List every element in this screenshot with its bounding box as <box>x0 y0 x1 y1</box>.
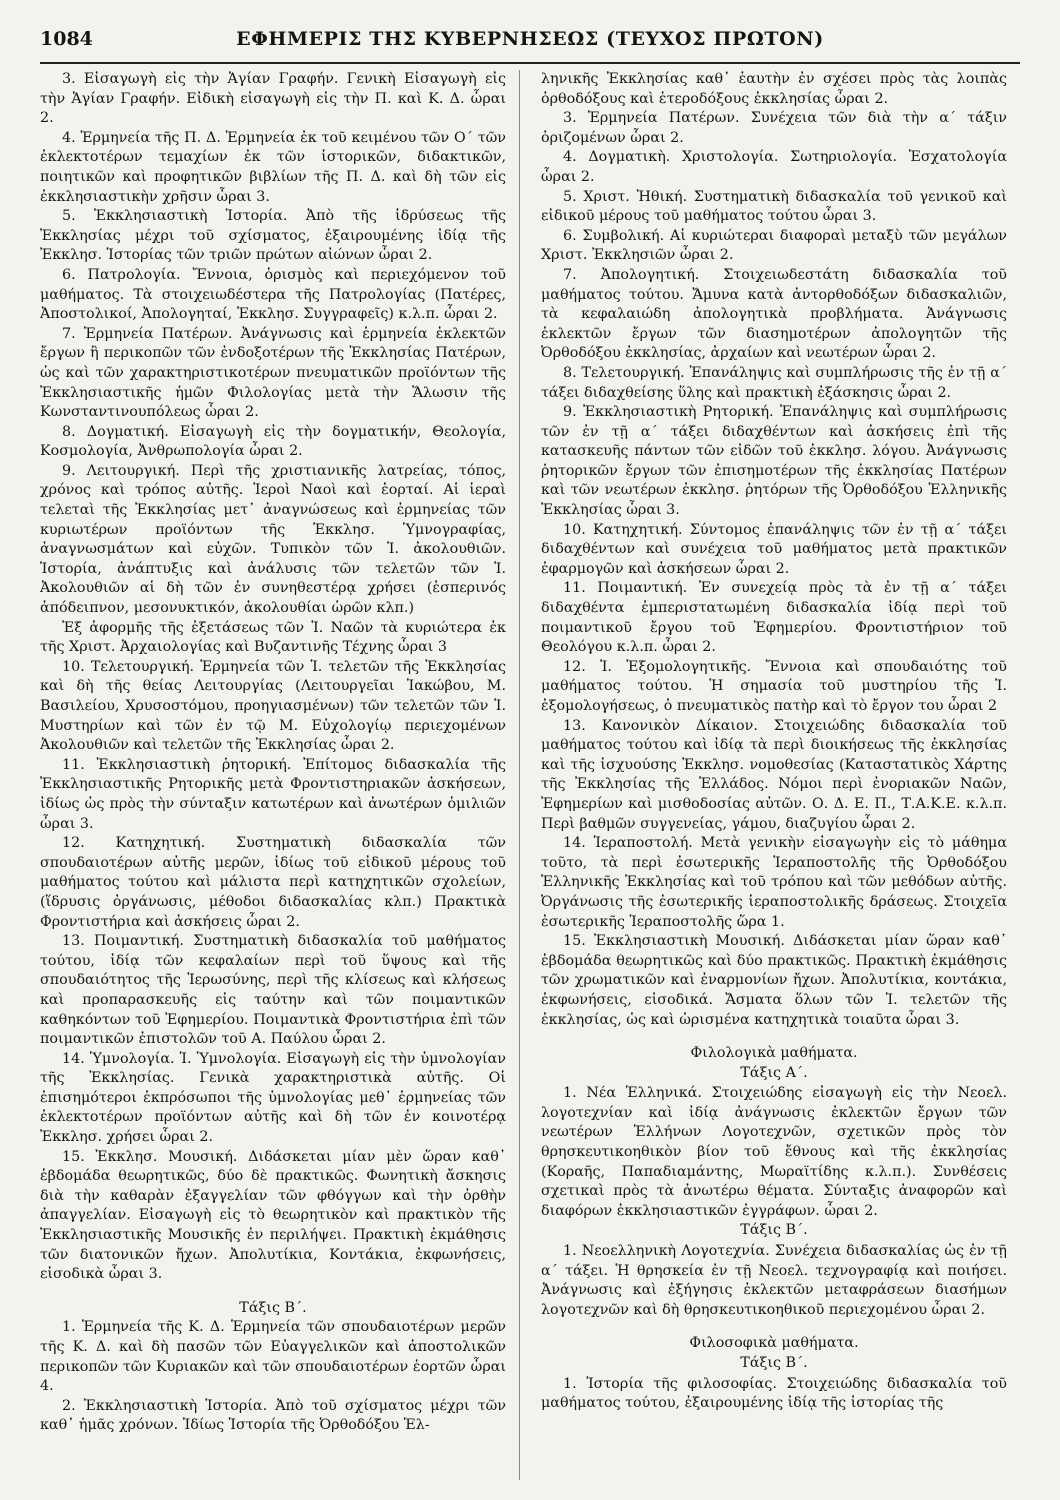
course-item: 1. Ἑρμηνεία τῆς Κ. Δ. Ἑρμηνεία τῶν σπουδαιοτέρων μερῶν τῆς Κ. Δ. καὶ δὴ πασῶν τῶν Εὐαγγελικῶν καὶ ἀποστολικῶν περικοπῶν τῶν Κυριακῶν καὶ τῶν σπουδαιοτέρων ἑορτῶν ὧραι 4. <box>40 1319 506 1395</box>
course-item: 15. Ἐκκλησιαστικὴ Μουσική. Διδάσκεται μίαν ὥραν καθ᾽ ἑβδομάδα θεωρητικῶς καὶ δύο πρακτικῶς. Πρακτικὴ ἐκμάθησις τῶν χρωματικῶν καὶ ἐναρμονίων ἤχων. Ἀπολυτίκια, κοντάκια, ἐκφωνήσεις, εἱσοδικά. Ἄσματα ὅλων τῶν Ἱ. τελετῶν τῆς ἐκκλησίας, ὡς καὶ ὡρισμένα κατηχητικὰ τοιαῦτα ὧραι 3. <box>541 933 1007 1028</box>
philology-class-a-heading: Τάξις Α΄. <box>740 1064 808 1081</box>
philology-heading: Φιλολογικὰ μαθήματα. <box>690 1045 858 1062</box>
course-item: 9. Ἐκκλησιαστικὴ Ρητορική. Ἐπανάληψις καὶ συμπλήρωσις τῶν ἐν τῇ α΄ τάξει διδαχθέντων καὶ ἀσκήσεις ἐπὶ τῆς κατασκευῆς πάντων τῶν εἰδῶν τοῦ ἐκκλησ. λόγου. Ἀνάγνωσις ῥητορικῶν ἔργων τῶν ἐπισημοτέρων τῆς ἐκκλησίας Πατέρων καὶ τῶν νεωτέρων ἐκκλησ. ῥητόρων τῆς Ὀρθοδόξου Ἑλληνικῆς Ἐκκλησίας ὧραι 3. <box>541 404 1007 519</box>
running-title: ΕΦΗΜΕΡΙΣ ΤΗΣ ΚΥΒΕΡΝΗΣΕΩΣ (ΤΕΥΧΟΣ ΠΡΩΤΟΝ) <box>236 28 824 50</box>
course-item: 4. Δογματικὴ. Χριστολογία. Σωτηριολογία. Ἐσχατολογία ὧραι 2. <box>541 149 1007 185</box>
course-item: Ἐξ ἀφορμῆς τῆς ἐξετάσεως τῶν Ἱ. Ναῶν τὰ κυριώτερα ἐκ τῆς Χριστ. Ἀρχαιολογίας καὶ Βυζαντινῆς Τέχνης ὧραι 3 <box>40 619 506 656</box>
course-item: 5. Ἐκκλησιαστικὴ Ἱστορία. Ἀπὸ τῆς ἱδρύσεως τῆς Ἐκκλησίας μέχρι τοῦ σχίσματος, ἐξαιρουμένης ἰδίᾳ τῆς Ἐκκλησ. Ἱστορίας τῶν τριῶν πρώτων αἰώνων ὧραι 2. <box>40 208 506 264</box>
page-header <box>40 28 1020 64</box>
course-item: 13. Ποιμαντική. Συστηματικὴ διδασκαλία τοῦ μαθήματος τούτου, ἰδίᾳ τῶν κεφαλαίων περὶ τοῦ ὕψους καὶ τῆς σπουδαιότητος τῆς Ἱερωσύνης, περὶ τῆς κλίσεως καὶ κλήσεως καὶ προπαρασκευῆς εἰς ταύτην καὶ τῶν ποιμαντικῶν καθηκόντων τοῦ Ἐφημερίου. Ποιμαντικὰ Φροντιστήρια ἐπὶ τῶν ποιμαντικῶν ἐπιστολῶν τοῦ Α. Παύλου ὧραι 2. <box>40 933 506 1048</box>
course-item: 14. Ἱεραποστολή. Μετὰ γενικὴν εἰσαγωγὴν εἰς τὸ μάθημα τοῦτο, τὰ περὶ ἐσωτερικῆς Ἱεραποστολῆς τῆς Ὀρθοδόξου Ἑλληνικῆς Ἐκκλησίας καὶ τοῦ τρόπου καὶ τῶν μεθόδων αὐτῆς. Ὀργάνωσις τῆς ἐσωτερικῆς ἱεραποστολικῆς δράσεως. Στοιχεῖα ἐσωτερικῆς Ἱεραποστολῆς ὥρα 1. <box>541 835 1007 930</box>
course-item: 7. Ἑρμηνεία Πατέρων. Ἀνάγνωσις καὶ ἑρμηνεία ἐκλεκτῶν ἔργων ἢ περικοπῶν τῶν ἐνδοξοτέρων τῆς Ἐκκλησίας Πατέρων, ὡς καὶ τῶν χαρακτηριστικοτέρων πνευματικῶν προϊόντων τῆς Ἐκκλησιαστικῆς ἡμῶν Φιλολογίας μετὰ τὴν Ἅλωσιν τῆς Κωνσταντινουπόλεως ὧραι 2. <box>40 325 506 421</box>
course-item: 1. Νέα Ἑλληνικά. Στοιχειώδης εἰσαγωγὴ εἰς τὴν Νεοελ. λογοτεχνίαν καὶ ἰδίᾳ ἀνάγνωσις ἐκλεκτῶν ἔργων τῶν νεωτέρων Ἑλλήνων Λογοτεχνῶν, σχετικῶν πρὸς τὸν θρησκευτικοηθικὸν βίον τοῦ ἔθνους καὶ τῆς ἐκκλησίας (Κοραῆς, Παπαδιαμάντης, Μωραϊτίδης κ.λ.π.). Συνθέσεις σχετικαὶ πρὸς τὰ ἀνωτέρω θέματα. Σύνταξις ἀναφορῶν καὶ διαφόρων ἐκκλησιαστικῶν ἐγγράφων. ὧραι 2. <box>541 1085 1007 1219</box>
course-item: 10. Κατηχητική. Σύντομος ἐπανάληψις τῶν ἐν τῇ α΄ τάξει διδαχθέντων καὶ συνέχεια τοῦ μαθήματος μετὰ πρακτικῶν ἐφαρμογῶν καὶ ἀσκήσεων ὧραι 2. <box>541 521 1007 577</box>
philology-class-b-heading: Τάξις Β΄. <box>740 1222 808 1239</box>
course-item: 5. Χριστ. Ἠθική. Συστηματικὴ διδασκαλία τοῦ γενικοῦ καὶ εἰδικοῦ μέρους τοῦ μαθήματος τούτου ὧραι 3. <box>541 188 1007 225</box>
course-item: ληνικῆς Ἐκκλησίας καθ᾽ ἑαυτὴν ἐν σχέσει πρὸς τὰς λοιπὰς ὀρθοδόξους καὶ ἑτεροδόξους ἐκκλησίας ὧραι 2. <box>541 71 1007 107</box>
page-number: 1084 <box>40 28 93 50</box>
course-item: 11. Ἐκκλησιαστικὴ ῥητορική. Ἐπίτομος διδασκαλία τῆς Ἐκκλησιαστικῆς Ρητορικῆς μετὰ Φροντιστηριακῶν ἀσκήσεων, ἰδίως ὡς πρὸς τὴν σύνταξιν κατωτέρων καὶ ἀνωτέρων ὁμιλιῶν ὧραι 3. <box>40 756 506 832</box>
course-item: 12. Ἱ. Ἐξομολογητικῆς. Ἔννοια καὶ σπουδαιότης τοῦ μαθήματος τούτου. Ἡ σημασία τοῦ μυστηρίου τῆς Ἱ. ἐξομολογήσεως, ὁ πνευματικὸς πατὴρ καὶ τὸ ἔργον του ὧραι 2 <box>541 658 1007 714</box>
course-item: 14. Ὑμνολογία. Ἱ. Ὑμνολογία. Εἰσαγωγὴ εἰς τὴν ὑμνολογίαν τῆς Ἐκκλησίας. Γενικὰ χαρακτηριστικὰ αὐτῆς. Οἱ ἐπισημότεροι ἐκπρόσωποι τῆς ὑμνολογίας μεθ᾽ ἑρμηνείας τῶν ἐκλεκτοτέρων προϊόντων αὐτῆς καὶ δὴ τῶν ἐν κοινοτέρᾳ Ἐκκλησ. χρήσει ὧραι 2. <box>40 1050 506 1146</box>
course-item: 12. Κατηχητική. Συστηματικὴ διδασκαλία τῶν σπουδαιοτέρων αὐτῆς μερῶν, ἰδίως τοῦ εἰδικοῦ μέρους τοῦ μαθήματος τούτου καὶ μάλιστα περὶ κατηχητικῶν σχολείων, (ἵδρυσις ὀργάνωσις, μέθοδοι διδασκαλίας κλπ.) Πρακτικὰ Φροντιστήρια καὶ ἀσκήσεις ὧραι 2. <box>40 835 506 930</box>
course-item: 9. Λειτουργική. Περὶ τῆς χριστιανικῆς λατρείας, τόπος, χρόνος καὶ τρόπος αὐτῆς. Ἱεροὶ Ναοὶ καὶ ἑορταί. Αἱ ἱεραὶ τελεταὶ τῆς Ἐκκλησίας μετ᾽ ἀναγνώσεως καὶ ἑρμηνείας τῶν κυριωτέρων προϊόντων τῆς Ἐκκλησ. Ὑμνογραφίας, ἀναγνωσμάτων καὶ εὐχῶν. Τυπικὸν τῶν Ἱ. ἀκολουθιῶν. Ἱστορία, ἀνάπτυξις καὶ ἀνάλυσις τῶν τελετῶν τῶν Ἱ. Ἀκολουθιῶν αἱ δὴ τῶν ἐν συνηθεστέρᾳ χρήσει (ἑσπερινός ἀπόδειπνον, μεσονυκτικόν, ἀκολουθίαι ὡρῶν κλπ.) <box>40 462 506 617</box>
course-item: 1. Ἱστορία τῆς φιλοσοφίας. Στοιχειώδης διδασκαλία τοῦ μαθήματος τούτου, ἐξαιρουμένης ἰδίᾳ τῆς ἱστορίας τῆς <box>541 1375 1007 1412</box>
course-item: 3. Ἑρμηνεία Πατέρων. Συνέχεια τῶν διὰ τὴν α΄ τάξιν ὁριζομένων ὧραι 2. <box>541 110 1007 146</box>
course-item: 10. Τελετουργική. Ἑρμηνεία τῶν Ἱ. τελετῶν τῆς Ἐκκλησίας καὶ δὴ τῆς θείας Λειτουργίας (Λειτουργεῖαι Ἰακώβου, Μ. Βασιλείου, Χρυσοστόμου, προηγιασμένων) τῶν τελετῶν τῶν Ἱ. Μυστηρίων καὶ τῶν ἐν τῷ Μ. Εὐχολογίῳ περιεχομένων Ἀκολουθιῶν καὶ τελετῶν τῆς Ἐκκλησίας ὧραι 2. <box>40 658 506 754</box>
philosophy-class-b-heading: Τάξις Β΄. <box>740 1355 808 1371</box>
right-column <box>541 70 1007 1490</box>
class-b-heading: Τάξις Β΄. <box>239 1299 307 1316</box>
course-item: 2. Ἐκκλησιαστικὴ Ἱστορία. Ἀπὸ τοῦ σχίσματος μέχρι τῶν καθ᾽ ἡμᾶς χρόνων. Ἰδίως Ἱστορία τῆς Ὀρθοδόξου Ἑλ- <box>40 1397 506 1434</box>
course-item: 6. Συμβολική. Αἱ κυριώτεραι διαφοραὶ μεταξὺ τῶν μεγάλων Χριστ. Ἐκκλησιῶν ὧραι 2. <box>541 227 1007 264</box>
course-item: 8. Δογματική. Εἰσαγωγὴ εἰς τὴν δογματικήν, Θεολογία, Κοσμολογία, Ἀνθρωπολογία ὧραι 2. <box>40 423 506 460</box>
course-item: 3. Εἰσαγωγὴ εἰς τὴν Ἁγίαν Γραφήν. Γενικὴ Εἰσαγωγὴ εἰς τὴν Ἁγίαν Γραφήν. Εἰδικὴ εἰσαγωγὴ εἰς τὴν Π. καὶ Κ. Δ. ὧραι 2. <box>40 71 506 127</box>
philosophy-heading: Φιλοσοφικὰ μαθήματα. <box>689 1335 859 1352</box>
left-column <box>40 70 506 1490</box>
course-item: 11. Ποιμαντική. Ἐν συνεχείᾳ πρὸς τὰ ἐν τῇ α΄ τάξει διδαχθέντα ἐμπεριστατωμένη διδασκαλία ἰδίᾳ περὶ τοῦ ποιμαντικοῦ ἔργου τοῦ Ἐφημερίου. Φροντιστήριον τοῦ Θεολόγου κ.λ.π. ὧραι 2. <box>541 580 1007 656</box>
course-item: 7. Ἀπολογητική. Στοιχειωδεστάτη διδασκαλία τοῦ μαθήματος τούτου. Ἄμυνα κατὰ ἀντορθοδόξων διδασκαλιῶν, τὰ κεφαλαιώδη ἀπολογητικὰ προβλήματα. Ἀνάγνωσις ἐκλεκτῶν ἔργων τῶν διασημοτέρων ἀπολογητῶν τῆς Ὀρθοδόξου ἐκκλησίας, ἀρχαίων καὶ νεωτέρων ὧραι 2. <box>541 266 1007 362</box>
course-item: 13. Κανονικὸν Δίκαιον. Στοιχειώδης διδασκαλία τοῦ μαθήματος τούτου καὶ ἰδίᾳ τὰ περὶ διοικήσεως τῆς ἐκκλησίας καὶ τῆς ἰσχυούσης Ἐκκλησ. νομοθεσίας (Καταστατικὸς Χάρτης τῆς Ἐκκλησίας τῆς Ἑλλάδος. Νόμοι περὶ ἐνοριακῶν Ναῶν, Ἐφημερίων καὶ μισθοδοσίας αὐτῶν. Ο. Δ. Ε. Π., Τ.Α.Κ.Ε. κ.λ.π. Περὶ βαθμῶν συγγενείας, γάμου, διαζυγίου ὧραι 2. <box>541 717 1007 832</box>
course-item: 8. Τελετουργική. Ἐπανάληψις καὶ συμπλήρωσις τῆς ἐν τῇ α΄ τάξει διδαχθείσης ὕλης καὶ πρακτικὴ ἐξάσκησις ὧραι 2. <box>541 364 1007 401</box>
course-item: 1. Νεοελληνικὴ Λογοτεχνία. Συνέχεια διδασκαλίας ὡς ἐν τῇ α΄ τάξει. Ἡ θρησκεία ἐν τῇ Νεοελ. τεχνογραφίᾳ καὶ ποιήσει. Ἀνάγνωσις καὶ ἐξήγησις ἐκλεκτῶν μεταφράσεων διασήμων λογοτεχνῶν καὶ δὴ θρησκευτικοηθικοῦ περιεχομένου ὧραι 2. <box>541 1243 1007 1318</box>
column-divider <box>519 70 520 1480</box>
course-item: 6. Πατρολογία. Ἔννοια, ὁρισμὸς καὶ περιεχόμενον τοῦ μαθήματος. Τὰ στοιχειωδέστερα τῆς Πατρολογίας (Πατέρες, Ἀποστολικοί, Ἀπολογηταί, Ἐκκλησ. Συγγραφεῖς) κ.λ.π. ὧραι 2. <box>40 266 506 323</box>
course-item: 4. Ἑρμηνεία τῆς Π. Δ. Ἑρμηνεία ἐκ τοῦ κειμένου τῶν Ο΄ τῶν ἐκλεκτοτέρων τεμαχίων ἐκ τῶν ἱστορικῶν, διδακτικῶν, ποιητικῶν καὶ προφητικῶν βιβλίων τῆς Π. Δ. καὶ δὴ τῶν εἰς ἐκκλησιαστικὴν χρῆσιν ὧραι 3. <box>40 129 506 205</box>
course-item: 15. Ἐκκλησ. Μουσική. Διδάσκεται μίαν μὲν ὥραν καθ᾽ ἑβδομάδα θεωρητικῶς, δύο δὲ πρακτικῶς. Φωνητικὴ ἄσκησις διὰ τὴν καθαρὰν ἐξαγγελίαν τῶν φθόγγων καὶ τὴν ὀρθὴν ἀπαγγελίαν. Εἰσαγωγὴ εἰς τὸ θεωρητικὸν καὶ πρακτικὸν τῆς Ἐκκλησιαστικῆς Μουσικῆς ἐν περιλήψει. Πρακτικὴ ἐκμάθησις τῶν διατονικῶν ἤχων. Ἀπολυτίκια, Κοντάκια, ἐκφωνήσεις, εἱσοδικὰ ὧραι 3. <box>40 1148 506 1283</box>
